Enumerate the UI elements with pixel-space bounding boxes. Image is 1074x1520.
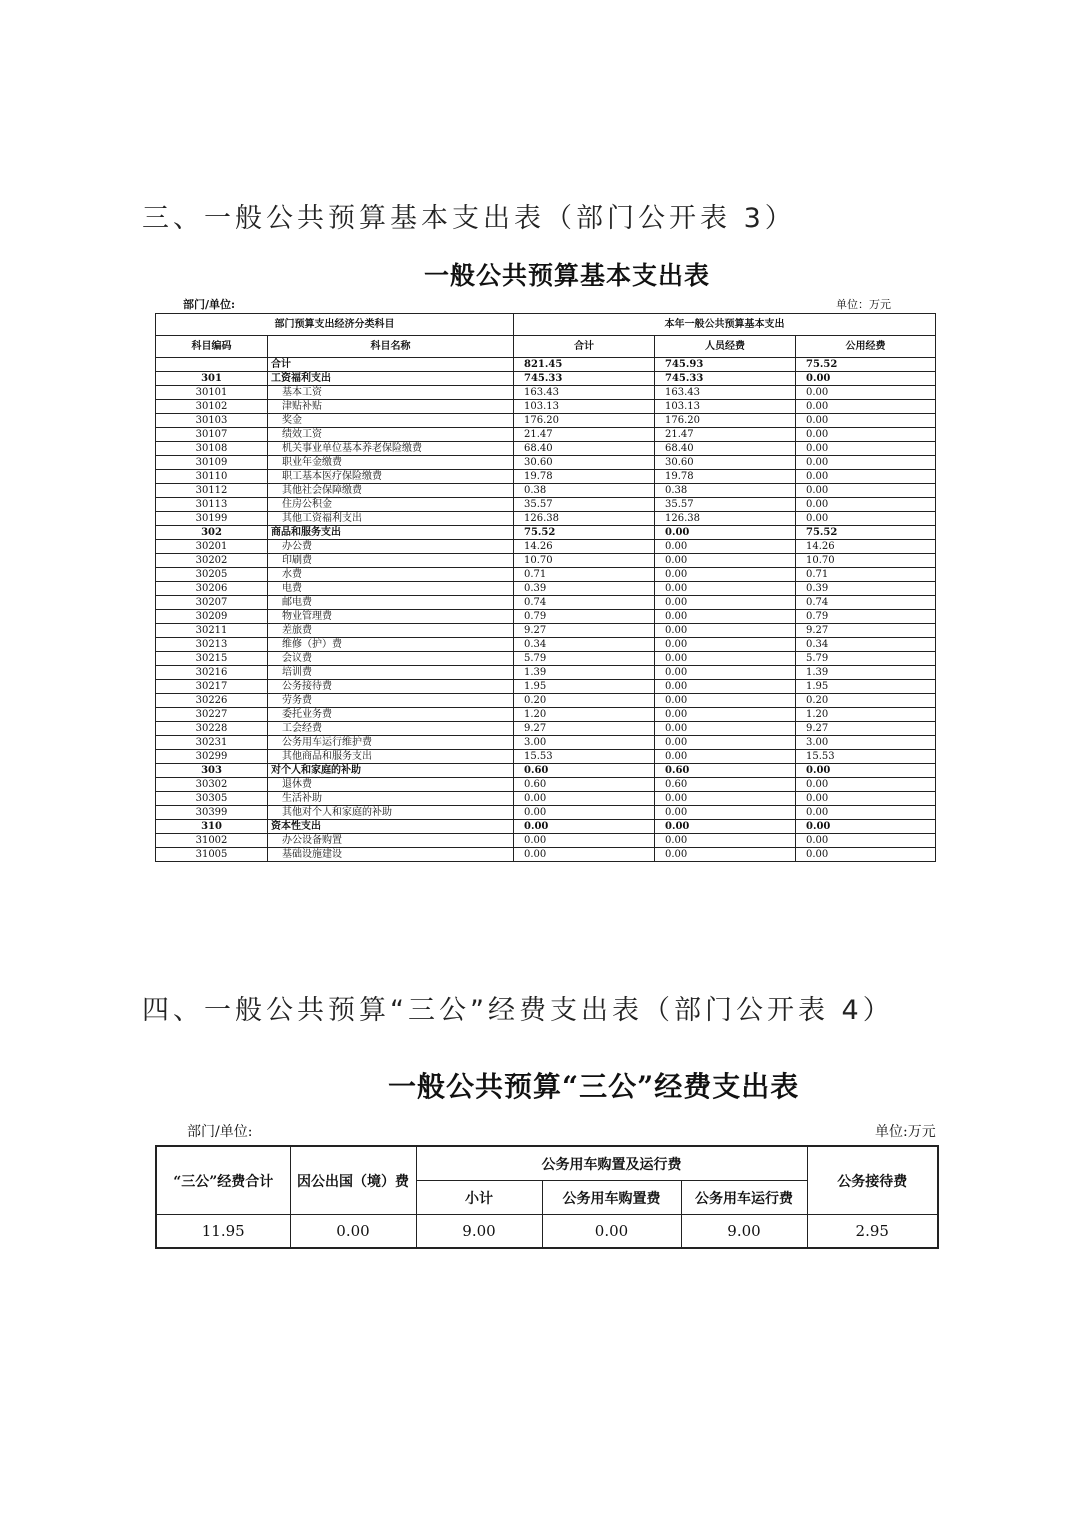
header-subtotal: 小计 [416, 1181, 542, 1215]
section3-heading: 三、一般公共预算基本支出表（部门公开表 3） [142, 203, 796, 234]
row-name: 劳务费 [268, 694, 514, 708]
row-name: 邮电费 [268, 596, 514, 610]
row-personnel: 0.38 [655, 484, 796, 498]
row-code: 30202 [156, 554, 268, 568]
table2-title: 一般公共预算“三公”经费支出表 [388, 1070, 800, 1103]
row-name: 职工基本医疗保险缴费 [268, 470, 514, 484]
row-name: 合计 [268, 358, 514, 372]
row-code: 30226 [156, 694, 268, 708]
row-public: 0.34 [796, 638, 936, 652]
row-total: 3.00 [514, 736, 655, 750]
row-personnel: 19.78 [655, 470, 796, 484]
row-name: 水费 [268, 568, 514, 582]
row-code: 31002 [156, 834, 268, 848]
row-total: 163.43 [514, 386, 655, 400]
header-reception: 公务接待费 [807, 1146, 938, 1215]
table-row [156, 596, 936, 610]
row-name: 其他社会保障缴费 [268, 484, 514, 498]
table-row [156, 834, 936, 848]
row-personnel: 0.00 [655, 820, 796, 834]
section4-heading: 四、一般公共预算“三公”经费支出表（部门公开表 4） [142, 995, 894, 1026]
value-three-public-total: 11.95 [156, 1215, 290, 1249]
row-code: 30206 [156, 582, 268, 596]
row-total: 0.00 [514, 820, 655, 834]
table-row [156, 414, 936, 428]
table-row [156, 526, 936, 540]
row-personnel: 0.00 [655, 638, 796, 652]
row-personnel: 21.47 [655, 428, 796, 442]
table1-dept-label: 部门/单位: [183, 298, 236, 311]
row-personnel: 0.00 [655, 722, 796, 736]
table-row [156, 358, 936, 372]
row-personnel: 0.00 [655, 806, 796, 820]
header-code: 科目编码 [156, 336, 268, 358]
row-personnel: 0.00 [655, 680, 796, 694]
row-name: 其他工资福利支出 [268, 512, 514, 526]
row-name: 电费 [268, 582, 514, 596]
table-row [156, 498, 936, 512]
value-reception: 2.95 [807, 1215, 938, 1249]
row-total: 0.60 [514, 778, 655, 792]
row-code: 30213 [156, 638, 268, 652]
row-name: 维修（护）费 [268, 638, 514, 652]
row-total: 1.20 [514, 708, 655, 722]
row-name: 其他对个人和家庭的补助 [268, 806, 514, 820]
table-row [156, 386, 936, 400]
table-row [156, 512, 936, 526]
table-row [156, 484, 936, 498]
table-row [156, 778, 936, 792]
row-personnel: 0.00 [655, 624, 796, 638]
row-public: 0.74 [796, 596, 936, 610]
table2-unit-label: 单位:万元 [875, 1124, 936, 1140]
row-personnel: 0.00 [655, 568, 796, 582]
row-public: 0.00 [796, 834, 936, 848]
row-name: 印刷费 [268, 554, 514, 568]
row-public: 0.00 [796, 806, 936, 820]
row-personnel: 0.00 [655, 652, 796, 666]
row-code: 30201 [156, 540, 268, 554]
row-public: 0.20 [796, 694, 936, 708]
row-name: 生活补助 [268, 792, 514, 806]
row-personnel: 0.00 [655, 834, 796, 848]
row-code: 30207 [156, 596, 268, 610]
row-total: 0.00 [514, 848, 655, 862]
row-public: 0.00 [796, 386, 936, 400]
row-name: 资本性支出 [268, 820, 514, 834]
row-name: 工资福利支出 [268, 372, 514, 386]
row-code: 30217 [156, 680, 268, 694]
row-name: 机关事业单位基本养老保险缴费 [268, 442, 514, 456]
row-code: 30110 [156, 470, 268, 484]
row-personnel: 0.00 [655, 596, 796, 610]
row-code: 30211 [156, 624, 268, 638]
row-public: 0.00 [796, 820, 936, 834]
header-group-left: 部门预算支出经济分类科目 [156, 314, 514, 336]
row-total: 0.20 [514, 694, 655, 708]
row-personnel: 0.00 [655, 540, 796, 554]
row-personnel: 0.60 [655, 764, 796, 778]
header-public: 公用经费 [796, 336, 936, 358]
table-row [156, 470, 936, 484]
row-name: 对个人和家庭的补助 [268, 764, 514, 778]
row-name: 商品和服务支出 [268, 526, 514, 540]
header-total: 合计 [514, 336, 655, 358]
table-row [156, 820, 936, 834]
row-code: 30209 [156, 610, 268, 624]
row-code: 30103 [156, 414, 268, 428]
row-total: 30.60 [514, 456, 655, 470]
table-row [156, 848, 936, 862]
table-row [156, 694, 936, 708]
table-row [156, 456, 936, 470]
row-name: 办公费 [268, 540, 514, 554]
row-public: 1.95 [796, 680, 936, 694]
row-personnel: 745.33 [655, 372, 796, 386]
table-row [156, 736, 936, 750]
row-total: 68.40 [514, 442, 655, 456]
row-code: 30228 [156, 722, 268, 736]
row-total: 126.38 [514, 512, 655, 526]
table-row [156, 540, 936, 554]
table-row [156, 610, 936, 624]
table-row [156, 792, 936, 806]
table-row [156, 400, 936, 414]
table-row [156, 764, 936, 778]
row-name: 公务接待费 [268, 680, 514, 694]
row-total: 35.57 [514, 498, 655, 512]
row-name: 奖金 [268, 414, 514, 428]
row-total: 9.27 [514, 624, 655, 638]
row-public: 0.00 [796, 414, 936, 428]
row-public: 0.39 [796, 582, 936, 596]
row-personnel: 103.13 [655, 400, 796, 414]
value-subtotal: 9.00 [416, 1215, 542, 1249]
table1-title: 一般公共预算基本支出表 [424, 261, 711, 290]
value-vehicle-purchase: 0.00 [542, 1215, 681, 1249]
row-name: 基本工资 [268, 386, 514, 400]
row-code: 30205 [156, 568, 268, 582]
row-name: 差旅费 [268, 624, 514, 638]
header-vehicle-operation: 公务用车运行费 [681, 1181, 807, 1215]
row-code: 310 [156, 820, 268, 834]
table-row [156, 442, 936, 456]
row-code: 30107 [156, 428, 268, 442]
row-total: 10.70 [514, 554, 655, 568]
row-personnel: 176.20 [655, 414, 796, 428]
row-personnel: 0.00 [655, 554, 796, 568]
header-vehicle-group: 公务用车购置及运行费 [416, 1146, 807, 1181]
row-personnel: 0.00 [655, 708, 796, 722]
value-abroad: 0.00 [290, 1215, 416, 1249]
table-row [156, 554, 936, 568]
table-row [156, 638, 936, 652]
row-public: 14.26 [796, 540, 936, 554]
row-public: 0.00 [796, 428, 936, 442]
row-code: 30231 [156, 736, 268, 750]
header-vehicle-purchase: 公务用车购置费 [542, 1181, 681, 1215]
row-public: 5.79 [796, 652, 936, 666]
row-personnel: 0.00 [655, 750, 796, 764]
row-public: 0.00 [796, 792, 936, 806]
row-total: 0.60 [514, 764, 655, 778]
row-total: 0.79 [514, 610, 655, 624]
row-public: 10.70 [796, 554, 936, 568]
row-total: 0.00 [514, 792, 655, 806]
row-code: 30215 [156, 652, 268, 666]
row-name: 工会经费 [268, 722, 514, 736]
row-code: 30399 [156, 806, 268, 820]
row-public: 0.00 [796, 778, 936, 792]
row-name: 委托业务费 [268, 708, 514, 722]
table-row [156, 708, 936, 722]
row-code: 301 [156, 372, 268, 386]
row-code: 30113 [156, 498, 268, 512]
row-code: 31005 [156, 848, 268, 862]
row-total: 103.13 [514, 400, 655, 414]
row-personnel: 35.57 [655, 498, 796, 512]
row-name: 退休费 [268, 778, 514, 792]
row-name: 职业年金缴费 [268, 456, 514, 470]
row-public: 0.71 [796, 568, 936, 582]
row-code: 30216 [156, 666, 268, 680]
row-code: 30109 [156, 456, 268, 470]
table-row [156, 624, 936, 638]
row-total: 0.39 [514, 582, 655, 596]
row-public: 0.00 [796, 456, 936, 470]
table-row [156, 680, 936, 694]
row-total: 5.79 [514, 652, 655, 666]
header-group-right: 本年一般公共预算基本支出 [514, 314, 936, 336]
row-public: 0.00 [796, 400, 936, 414]
row-name: 办公设备购置 [268, 834, 514, 848]
row-name: 基础设施建设 [268, 848, 514, 862]
row-public: 0.00 [796, 498, 936, 512]
row-public: 0.79 [796, 610, 936, 624]
row-personnel: 0.00 [655, 792, 796, 806]
row-public: 9.27 [796, 722, 936, 736]
row-personnel: 0.00 [655, 582, 796, 596]
row-total: 821.45 [514, 358, 655, 372]
row-name: 物业管理费 [268, 610, 514, 624]
row-personnel: 68.40 [655, 442, 796, 456]
row-total: 0.00 [514, 806, 655, 820]
row-personnel: 0.00 [655, 610, 796, 624]
row-code: 30302 [156, 778, 268, 792]
row-total: 15.53 [514, 750, 655, 764]
row-personnel: 0.00 [655, 694, 796, 708]
row-code: 30102 [156, 400, 268, 414]
row-code: 303 [156, 764, 268, 778]
row-name: 培训费 [268, 666, 514, 680]
row-total: 19.78 [514, 470, 655, 484]
table2-dept-label: 部门/单位: [187, 1124, 253, 1140]
table-row [156, 568, 936, 582]
row-public: 0.00 [796, 470, 936, 484]
row-personnel: 0.60 [655, 778, 796, 792]
row-public: 15.53 [796, 750, 936, 764]
table-row [156, 722, 936, 736]
row-personnel: 0.00 [655, 666, 796, 680]
row-total: 21.47 [514, 428, 655, 442]
row-public: 3.00 [796, 736, 936, 750]
header-personnel: 人员经费 [655, 336, 796, 358]
header-name: 科目名称 [268, 336, 514, 358]
row-total: 0.00 [514, 834, 655, 848]
row-public: 0.00 [796, 442, 936, 456]
row-name: 公务用车运行维护费 [268, 736, 514, 750]
table-row [156, 582, 936, 596]
table-row [156, 652, 936, 666]
basic-expenditure-table [155, 313, 936, 862]
row-public: 75.52 [796, 526, 936, 540]
row-total: 9.27 [514, 722, 655, 736]
row-total: 1.39 [514, 666, 655, 680]
table-row [156, 428, 936, 442]
row-code: 30299 [156, 750, 268, 764]
row-personnel: 163.43 [655, 386, 796, 400]
row-total: 176.20 [514, 414, 655, 428]
row-personnel: 0.00 [655, 736, 796, 750]
row-code: 302 [156, 526, 268, 540]
row-total: 0.71 [514, 568, 655, 582]
table1-unit-label: 单位：万元 [836, 298, 891, 311]
row-total: 0.34 [514, 638, 655, 652]
row-personnel: 0.00 [655, 526, 796, 540]
row-name: 绩效工资 [268, 428, 514, 442]
row-name: 其他商品和服务支出 [268, 750, 514, 764]
row-total: 1.95 [514, 680, 655, 694]
row-personnel: 0.00 [655, 848, 796, 862]
row-personnel: 745.93 [655, 358, 796, 372]
row-name: 会议费 [268, 652, 514, 666]
row-total: 14.26 [514, 540, 655, 554]
row-total: 0.38 [514, 484, 655, 498]
row-total: 75.52 [514, 526, 655, 540]
row-total: 745.33 [514, 372, 655, 386]
row-public: 0.00 [796, 512, 936, 526]
row-public: 9.27 [796, 624, 936, 638]
row-code: 30305 [156, 792, 268, 806]
row-code: 30199 [156, 512, 268, 526]
header-three-public-total: “三公”经费合计 [156, 1146, 290, 1215]
three-public-expense-table [155, 1145, 939, 1249]
row-total: 0.74 [514, 596, 655, 610]
row-personnel: 30.60 [655, 456, 796, 470]
row-code: 30227 [156, 708, 268, 722]
row-public: 0.00 [796, 372, 936, 386]
row-public: 0.00 [796, 764, 936, 778]
row-public: 1.39 [796, 666, 936, 680]
row-code [156, 358, 268, 372]
row-personnel: 126.38 [655, 512, 796, 526]
row-name: 津贴补贴 [268, 400, 514, 414]
row-public: 0.00 [796, 484, 936, 498]
row-name: 住房公积金 [268, 498, 514, 512]
value-vehicle-operation: 9.00 [681, 1215, 807, 1249]
table-row [156, 806, 936, 820]
row-code: 30101 [156, 386, 268, 400]
row-public: 0.00 [796, 848, 936, 862]
table-row [156, 750, 936, 764]
table-row [156, 666, 936, 680]
row-code: 30112 [156, 484, 268, 498]
row-code: 30108 [156, 442, 268, 456]
header-abroad: 因公出国（境）费 [290, 1146, 416, 1215]
row-public: 75.52 [796, 358, 936, 372]
table-row [156, 372, 936, 386]
row-public: 1.20 [796, 708, 936, 722]
